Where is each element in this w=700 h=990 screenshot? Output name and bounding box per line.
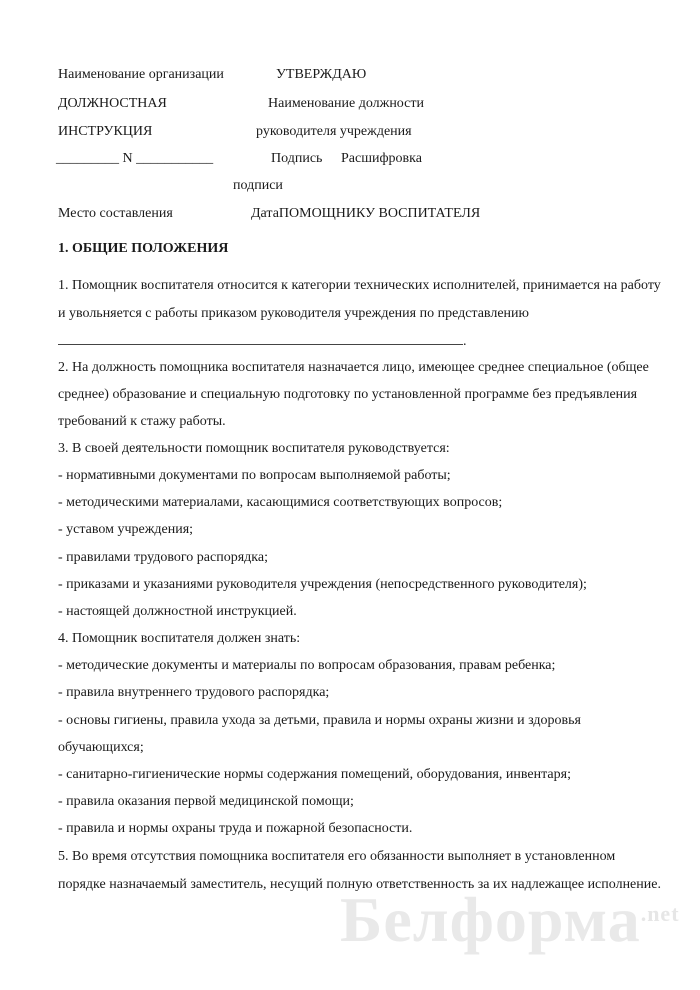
head-of-org-label: руководителя учреждения (256, 124, 412, 139)
watermark-brand: Белформа (340, 884, 641, 955)
list-item: - нормативными документами по вопросам выполняемой работы; (58, 468, 451, 483)
paragraph-end-dot: . (463, 334, 467, 349)
paragraph-line: 1. Помощник воспитателя относится к категории технических исполнителей, принимается на работу (58, 278, 661, 293)
paragraph-line: 5. Во время отсутствия помощника воспитателя его обязанности выполняет в установленном (58, 849, 616, 864)
paragraph-line: порядке назначаемый заместитель, несущий полную ответственность за их надлежащее исполнение. (58, 877, 661, 892)
doc-type-line-2: ИНСТРУКЦИЯ (58, 124, 153, 139)
list-item: обучающихся; (58, 740, 144, 755)
approve-label: УТВЕРЖДАЮ (276, 67, 367, 82)
list-item: - санитарно-гигиенические нормы содержания помещений, оборудования, инвентаря; (58, 767, 571, 782)
document-title: ДатаПОМОЩНИКУ ВОСПИТАТЕЛЯ (251, 206, 481, 221)
doc-type-line-1: ДОЛЖНОСТНАЯ (58, 96, 167, 111)
list-item: - методические документы и материалы по вопросам образования, правам ребенка; (58, 658, 556, 673)
list-item: - правила внутреннего трудового распорядка; (58, 685, 330, 700)
list-item: - настоящей должностной инструкцией. (58, 604, 297, 619)
signature-label: Подпись (271, 151, 323, 166)
belforma-watermark (340, 880, 700, 960)
signature-sub-label: подписи (233, 178, 283, 193)
decoding-label: Расшифровка (341, 151, 422, 166)
paragraph-line: 2. На должность помощника воспитателя назначается лицо, имеющее среднее специальное (общее (58, 360, 649, 375)
list-item: - правила и нормы охраны труда и пожарной безопасности. (58, 821, 413, 836)
list-item: - уставом учреждения; (58, 522, 194, 537)
place-label: Место составления (58, 206, 173, 221)
paragraph-line: среднее) образование и специальную подготовку по установленной программе без предъявления (58, 387, 638, 402)
list-item: - правилами трудового распорядка; (58, 550, 268, 565)
document-number-line: _________ N ___________ (56, 151, 214, 166)
list-item: - правила оказания первой медицинской помощи; (58, 794, 354, 809)
list-item: - приказами и указаниями руководителя учреждения (непосредственного руководителя); (58, 577, 587, 592)
position-name-label: Наименование должности (268, 96, 424, 111)
fill-in-blank-line (58, 344, 463, 345)
paragraph-line: 4. Помощник воспитателя должен знать: (58, 631, 301, 646)
section-heading: 1. ОБЩИЕ ПОЛОЖЕНИЯ (58, 241, 229, 256)
list-item: - методическими материалами, касающимися соответствующих вопросов; (58, 495, 503, 510)
watermark-suffix: .net (640, 901, 680, 926)
paragraph-line: и увольняется с работы приказом руководителя учреждения по представлению (58, 306, 530, 321)
org-name-label: Наименование организации (58, 67, 224, 82)
paragraph-line: 3. В своей деятельности помощник воспитателя руководствуется: (58, 441, 450, 456)
list-item: - основы гигиены, правила ухода за детьми, правила и нормы охраны жизни и здоровья (58, 713, 581, 728)
paragraph-line: требований к стажу работы. (58, 414, 226, 429)
